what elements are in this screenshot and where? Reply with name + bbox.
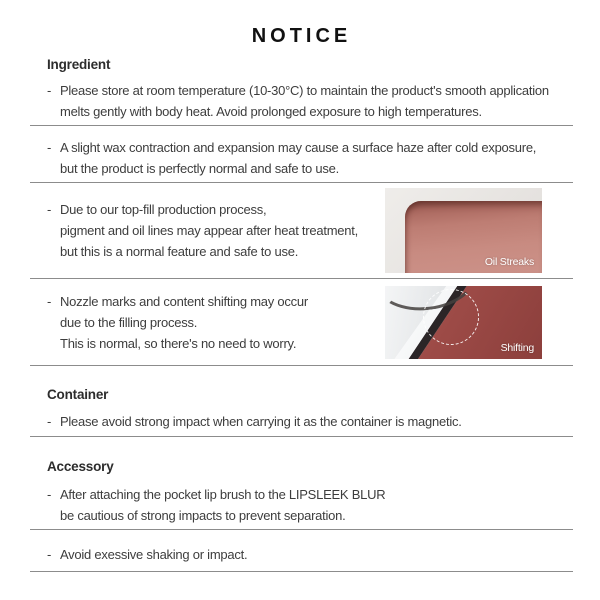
divider xyxy=(30,436,573,437)
bullet-line: Avoid exessive shaking or impact. xyxy=(60,547,248,562)
bullet-item xyxy=(30,137,573,179)
bullet-dash: - xyxy=(47,83,52,98)
bullet-line: A slight wax contraction and expansion may cause a surface haze after cold exposure, xyxy=(60,140,537,155)
section-heading-ingredient: Ingredient xyxy=(47,57,111,72)
bullet-line: but this is a normal feature and safe to use. xyxy=(60,244,299,259)
shifting-image xyxy=(385,286,542,359)
bullet-text xyxy=(60,199,358,262)
bullet-item xyxy=(30,544,573,565)
bullet-line: but the product is perfectly normal and safe to use. xyxy=(60,161,339,176)
oil-streaks-image xyxy=(385,188,542,273)
bullet-dash: - xyxy=(47,414,52,429)
bullet-item xyxy=(30,199,358,262)
bullet-dash: - xyxy=(47,140,52,155)
bullet-text xyxy=(60,80,549,122)
bullet-line: Please store at room temperature (10-30°C) to maintain the product's smooth application xyxy=(60,83,549,98)
bullet-line: pigment and oil lines may appear after heat treatment, xyxy=(60,223,358,238)
divider xyxy=(30,529,573,530)
shifting-label: Shifting xyxy=(500,342,534,354)
bullet-line: Nozzle marks and content shifting may occur xyxy=(60,294,308,309)
bullet-item xyxy=(30,411,573,432)
bullet-line: due to the filling process. xyxy=(60,315,198,330)
oil-streaks-label: Oil Streaks xyxy=(484,256,534,268)
bullet-dash: - xyxy=(47,487,52,502)
bullet-dash: - xyxy=(47,202,52,217)
bullet-text xyxy=(60,291,308,354)
bullet-line: be cautious of strong impacts to prevent separation. xyxy=(60,508,346,523)
bullet-line: This is normal, so there's no need to worry. xyxy=(60,336,297,351)
bullet-item xyxy=(30,80,573,122)
section-heading-container: Container xyxy=(47,387,109,402)
shifting-highlight-circle xyxy=(423,289,479,345)
divider xyxy=(30,365,573,366)
bullet-text xyxy=(60,544,247,565)
bullet-row-shifting xyxy=(30,286,573,359)
bullet-dash: - xyxy=(47,294,52,309)
bullet-text xyxy=(60,411,462,432)
bullet-text xyxy=(60,137,536,179)
divider xyxy=(30,278,573,279)
bullet-dash: - xyxy=(47,547,52,562)
bullet-row-oil-streaks xyxy=(30,188,573,273)
bullet-line: After attaching the pocket lip brush to the LIPSLEEK BLUR xyxy=(60,487,386,502)
divider xyxy=(30,571,573,572)
bullet-item xyxy=(30,291,308,354)
bullet-line: Due to our top-fill production process, xyxy=(60,202,267,217)
divider xyxy=(30,125,573,126)
page-title: NOTICE xyxy=(251,25,352,47)
bullet-text xyxy=(60,484,385,526)
bullet-item xyxy=(30,484,573,526)
bullet-line: Please avoid strong impact when carrying it as the container is magnetic. xyxy=(60,414,462,429)
bullet-line: melts gently with body heat. Avoid prolonged exposure to high temperatures. xyxy=(60,104,482,119)
section-heading-accessory: Accessory xyxy=(47,459,114,474)
divider xyxy=(30,182,573,183)
